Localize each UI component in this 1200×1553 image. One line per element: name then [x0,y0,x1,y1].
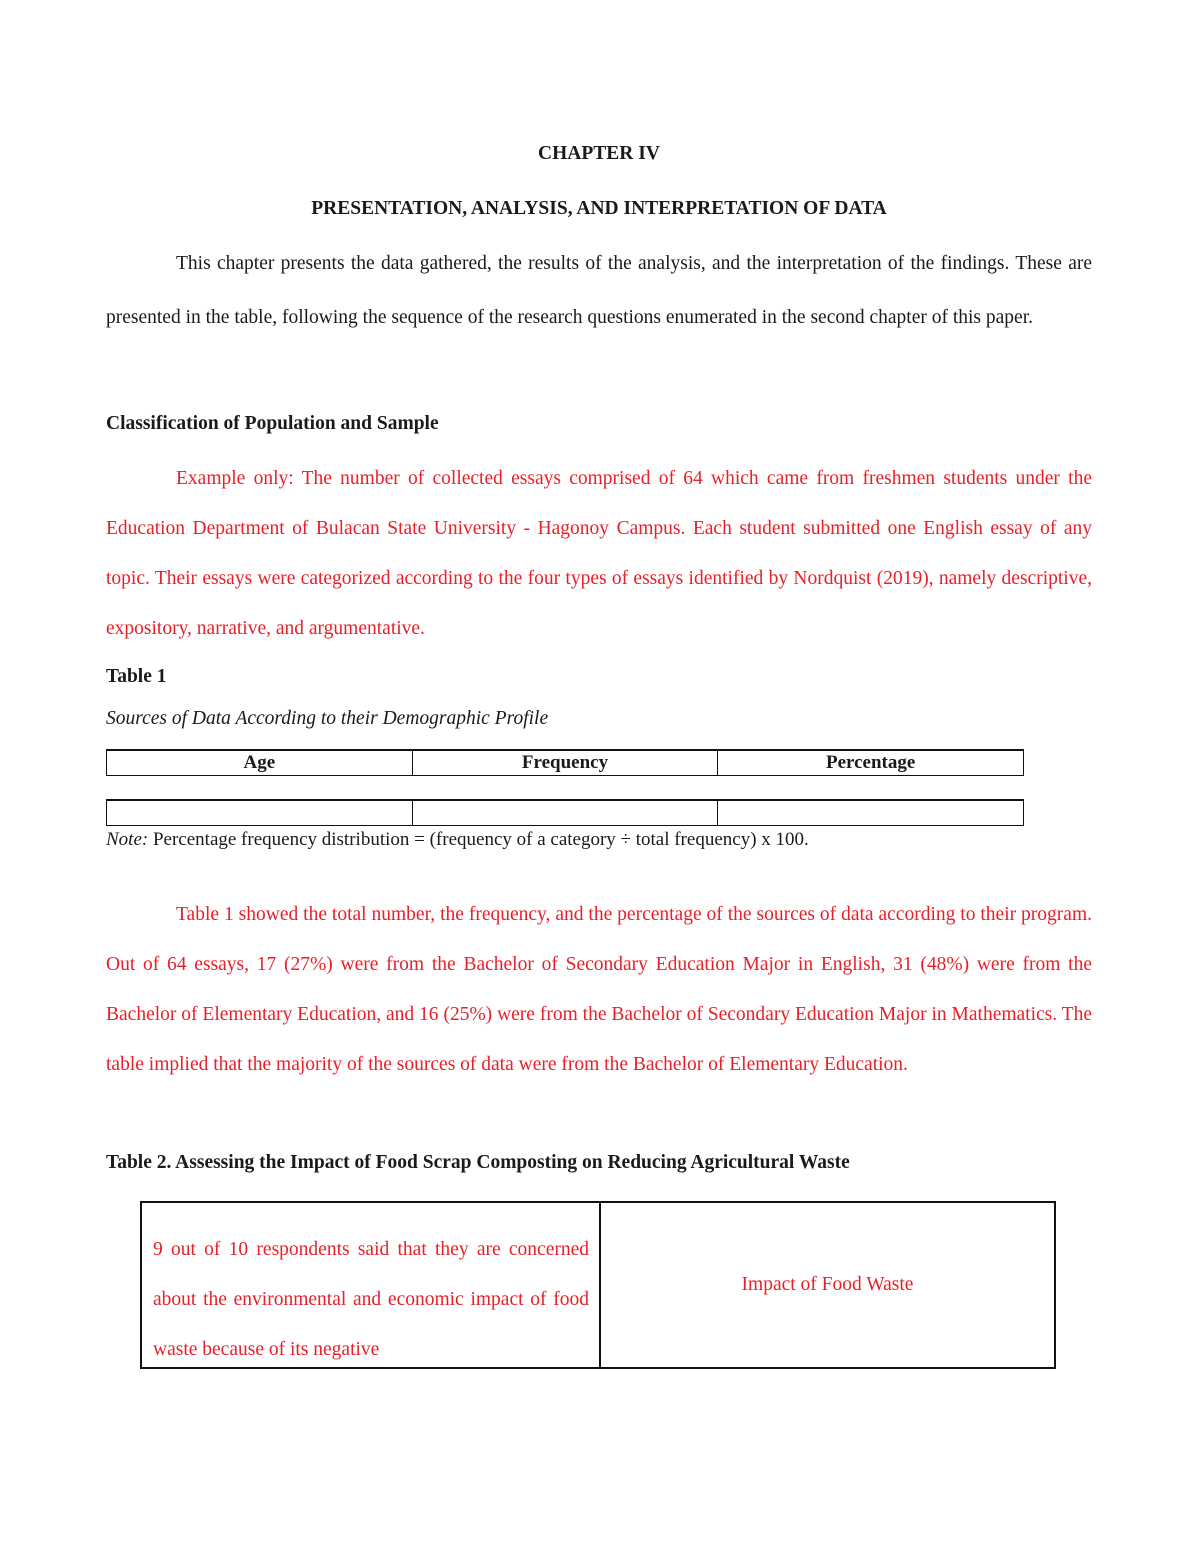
table2-title: Table 2. Assessing the Impact of Food Scrap Composting on Reducing Agricultural Waste [106,1152,850,1173]
table1-header-age: Age [107,750,413,776]
table1-header-frequency: Frequency [412,750,718,776]
table2-left-cell: 9 out of 10 respondents said that they are concerned about the environmental and economic impact of food waste because of its negative [142,1203,601,1367]
table2-right-cell [601,1203,1054,1367]
table1-cell [412,800,718,826]
table1-label: Table 1 [106,666,167,687]
table1-note [106,829,809,851]
table-row [107,800,1024,826]
table2 [140,1201,1056,1369]
table1-header-percentage: Percentage [718,750,1024,776]
note-text: Percentage frequency distribution = (frequency of a category ÷ total frequency) x 100. [148,829,809,850]
table1-caption: Sources of Data According to their Demographic Profile [106,708,549,729]
section-heading: Classification of Population and Sample [106,413,439,434]
chapter-number: CHAPTER IV [538,143,660,164]
table1-cell [718,800,1024,826]
intro-paragraph: This chapter presents the data gathered, the results of the analysis, and the interpretation of the findings. These are presented in the table, following the sequence of the research questions enumerated in the second chapter of this paper. [106,253,1092,328]
table2-right-text: Impact of Food Waste [741,1274,914,1295]
table1-body [106,799,1024,826]
table1-discussion: Table 1 showed the total number, the frequency, and the percentage of the sources of data according to their program. Out of 64 essays, 17 (27%) were from the Bachelor of Secondary Education Major in English, 31 (48%) were from the Bachelor of Elementary Education, and 16 (25%) were from the Bachelor of Secondary Education Major in Mathematics. The table implied that the majority of the sources of data were from the Bachelor of Elementary Education. [106,904,1092,1075]
chapter-title: PRESENTATION, ANALYSIS, AND INTERPRETATION OF DATA [311,198,887,219]
table1-cell [107,800,413,826]
note-label: Note: [106,829,149,850]
table1-header [106,749,1024,776]
example-paragraph: Example only: The number of collected essays comprised of 64 which came from freshmen students under the Education Department of Bulacan State University - Hagonoy Campus. Each student submitted one English essay of any topic. Their essays were categorized according to the four types of essays identified by Nordquist (2019), namely descriptive, expository, narrative, and argumentative. [106,468,1092,639]
